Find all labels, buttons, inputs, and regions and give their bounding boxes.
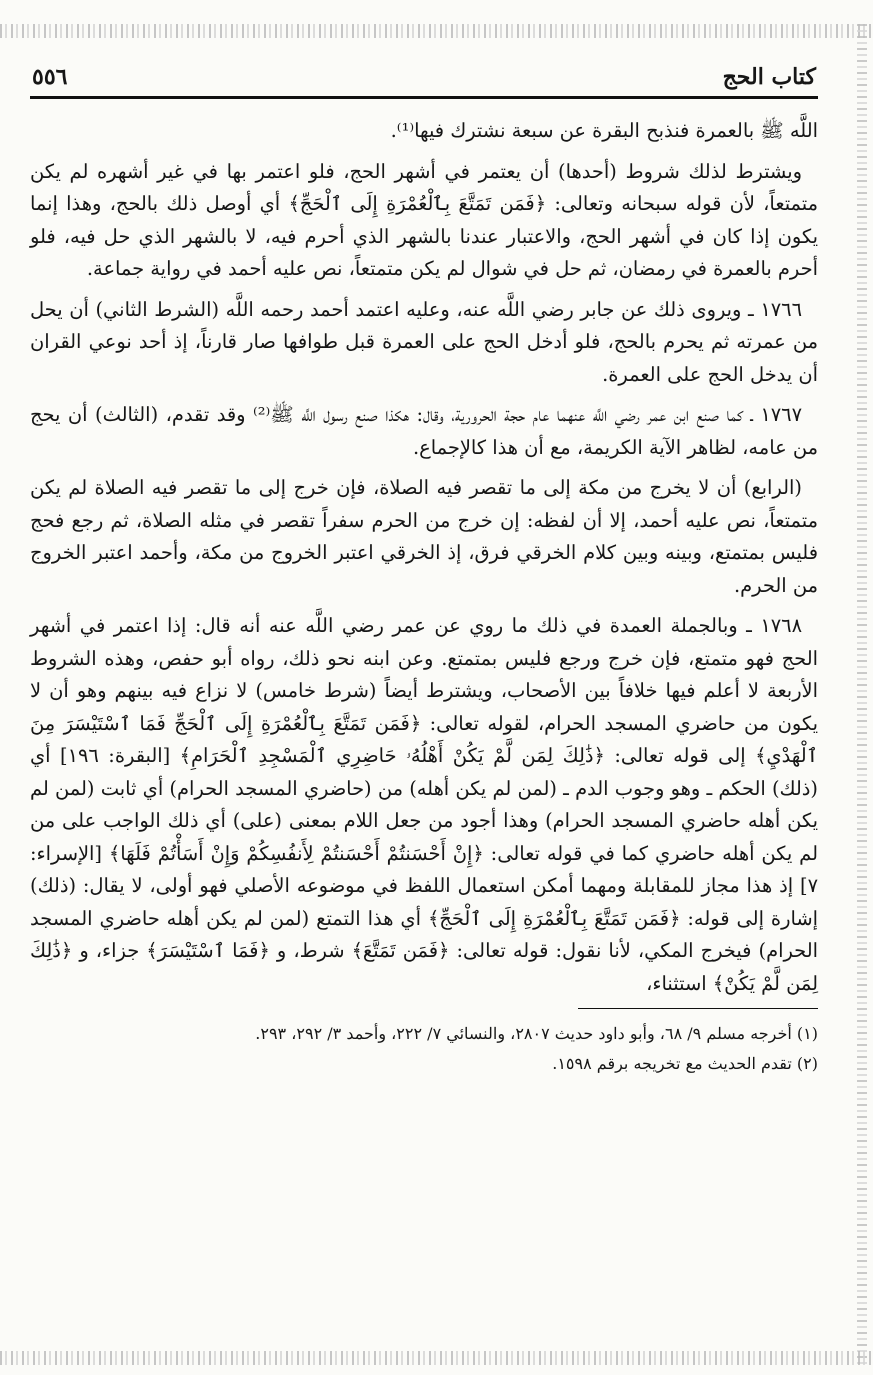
- decorative-border-bottom: [0, 1351, 873, 1365]
- running-header: [30, 58, 818, 99]
- paragraph: اللَّه ﷺ بالعمرة فنذبح البقرة عن سبعة نشترك فيها⁽¹⁾.: [390, 119, 818, 142]
- chapter-title: كتاب الحج: [722, 64, 816, 90]
- footnotes: [30, 1019, 818, 1079]
- paragraph: ١٧٦٦ ـ ويروى ذلك عن جابر رضي اللَّه عنه، وعليه اعتمد أحمد رحمه اللَّه (الشرط الثاني) أن يحل من عمرته ثم يحرم بالحج، فلو أدخل الحج على العمرة قبل طوافها صار قارناً، إذ أحد نوعي القران أن يدخل الحج على العمرة.: [30, 297, 818, 386]
- decorative-border-side: [857, 24, 867, 1365]
- paragraph: (الرابع) أن لا يخرج من مكة إلى ما تقصر فيه الصلاة، فإن خرج إلى ما تقصر فيه الصلاة لم يكن متمتعاً، نص عليه أحمد، إلا أن لفظه: إن خرج من الحرم سفراً تقصر في مثله الصلاة، ثم رجع فحج فليس بمتمتع، وبينه وبين كلام الخرقي فرق، إذ الخرقي اعتبر الخروج من مكة، وأحمد اعتبر الخروج من الحرم.: [30, 476, 818, 597]
- page-number: ٥٥٦: [32, 64, 68, 90]
- footnote: (١) أخرجه مسلم ٩/ ٦٨، وأبو داود حديث ٢٨٠٧، والنسائي ٧/ ٢٢٢، وأحمد ٣/ ٢٩٢، ٢٩٣.: [255, 1024, 818, 1043]
- paragraph: ١٧٦٨ ـ وبالجملة العمدة في ذلك ما روي عن عمر رضي اللَّه عنه أنه قال: إذا اعتمر في أشهر الحج فهو متمتع، فإن خرج ورجع فليس بمتمتع. وعن ابنه نحو ذلك، رواه أبو حفص، وهذه الشروط الأربعة لا أعلم فيها خلافاً بين الأصحاب، ويشترط أيضاً (شرط خامس) لا نزاع فيه بينهم وهو أن لا يكون من حاضري المسجد الحرام، لقوله تعالى: ﴿فَمَن تَمَتَّعَ بِٱلْعُمْرَةِ إِلَى ٱلْحَجِّ فَمَا ٱسْتَيْسَرَ مِنَ ٱلْهَدْيِ﴾ إلى قوله تعالى: ﴿ذَٰلِكَ لِمَن لَّمْ يَكُنْ أَهْلُهُۥ حَاضِرِي ٱلْمَسْجِدِ ٱلْحَرَامِ﴾ [البقرة: ١٩٦] أي (ذلك) الحكم ـ وهو وجوب الدم ـ (لمن لم يكن أهله) من (حاضري المسجد الحرام) أي ثابت (لمن لم يكن أهله حاضري المسجد الحرام) وهذا أجود من جعل اللام بمعنى (على) أي ذلك الواجب على من لم يكن أهله حاضري كما في قوله تعالى: ﴿إِنْ أَحْسَنتُمْ أَحْسَنتُمْ لِأَنفُسِكُمْ وَإِنْ أَسَأْتُمْ فَلَهَا﴾ [الإسراء: ٧] إذ هذا مجاز للمقابلة ومهما أمكن استعمال اللفظ في موضوعه الأصلي فهو أولى، لا يقال: (ذلك) إشارة إلى قوله: ﴿فَمَن تَمَتَّعَ بِٱلْعُمْرَةِ إِلَى ٱلْحَجِّ﴾ أي هذا التمتع (لمن لم يكن أهله حاضري المسجد الحرام) فيخرج المكي، لأنا نقول: قوله تعالى: ﴿فَمَن تَمَتَّعَ﴾ شرط، و ﴿فَمَا ٱسْتَيْسَرَ﴾ جزاء، و ﴿ذَٰلِكَ لِمَن لَّمْ يَكُنْ﴾ استثناء،: [30, 614, 818, 995]
- decorative-border-top: [0, 24, 873, 38]
- main-text: [30, 115, 818, 1000]
- paragraph: ١٧٦٧ ـ كما صنع ابن عمر رضي اللَّه عنهما عام حجة الحرورية، وقال: هكذا صنع رسول اللَّه ﷺ⁽²⁾ وقد تقدم، (الثالث) أن يحج من عامه، لظاهر الآية الكريمة، مع أن هذا كالإجماع.: [30, 403, 818, 459]
- paragraph: ويشترط لذلك شروط (أحدها) أن يعتمر في أشهر الحج، فلو اعتمر بها في غير أشهره لم يكن متمتعاً، لأن قوله سبحانه وتعالى: ﴿فَمَن تَمَتَّعَ بِٱلْعُمْرَةِ إِلَى ٱلْحَجِّ﴾ أي أوصل ذلك بالحج، وهذا إنما يكون إذا كان في أشهر الحج، والاعتبار عندنا بالشهر الذي أحرم فيه، لا بالشهر الذي حل فيه، فلو أحرم بالعمرة في رمضان، ثم حل في شوال لم يكن متمتعاً، نص عليه أحمد في رواية جماعة.: [30, 159, 818, 280]
- book-page: [30, 58, 818, 1348]
- footnote-divider: [578, 1008, 818, 1009]
- footnote: (٢) تقدم الحديث مع تخريجه برقم ١٥٩٨.: [552, 1054, 818, 1073]
